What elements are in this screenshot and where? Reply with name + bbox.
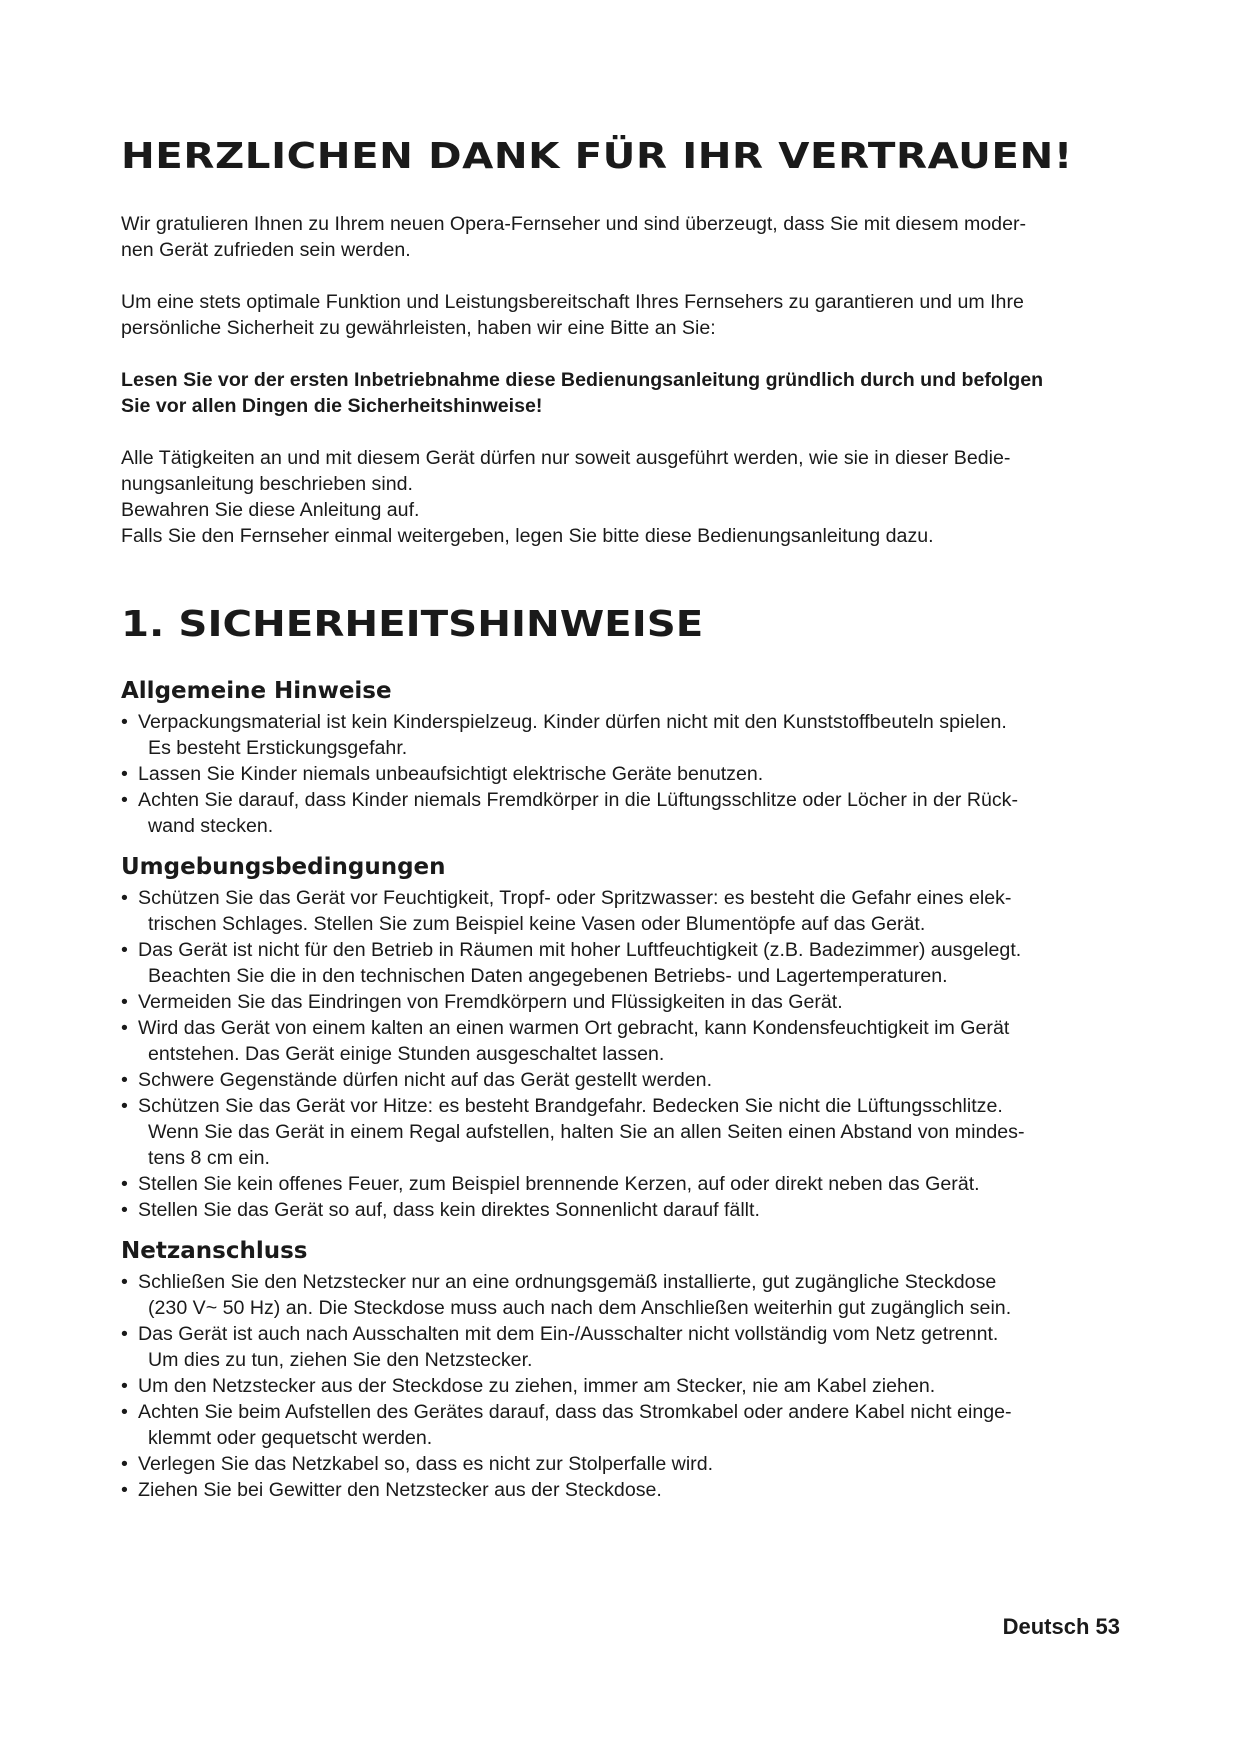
list-item (121, 937, 1126, 989)
list-item (121, 1067, 1126, 1093)
list-item (121, 709, 1126, 761)
text-line: Um eine stets optimale Funktion und Leistungsbereitschaft Ihres Fernsehers zu garantieren und um Ihre (121, 291, 1024, 313)
intro-paragraph-1 (121, 211, 1126, 263)
list-item (121, 1269, 1126, 1321)
text-line: Um den Netzstecker aus der Steckdose zu ziehen, immer am Stecker, nie am Kabel ziehen. (138, 1375, 936, 1397)
page-title: HERZLICHEN DANK FÜR IHR VERTRAUEN! (121, 136, 1073, 177)
document-page (121, 137, 1126, 1503)
text-line: entstehen. Das Gerät einige Stunden ausgeschaltet lassen. (148, 1043, 665, 1065)
text-line: Wenn Sie das Gerät in einem Regal aufstellen, halten Sie an allen Seiten einen Abstand von mindes- (148, 1121, 1025, 1143)
text-line: Stellen Sie kein offenes Feuer, zum Beispiel brennende Kerzen, auf oder direkt neben das Gerät. (138, 1173, 980, 1195)
list-item (121, 1171, 1126, 1197)
list-item (121, 1477, 1126, 1503)
text-line: Verlegen Sie das Netzkabel so, dass es nicht zur Stolperfalle wird. (138, 1453, 714, 1475)
text-line: wand stecken. (148, 815, 274, 837)
text-line: Verpackungsmaterial ist kein Kinderspielzeug. Kinder dürfen nicht mit den Kunststoffbeuteln spielen. (138, 711, 1007, 733)
text-line: Sie vor allen Dingen die Sicherheitshinweise! (121, 395, 543, 417)
text-line: Vermeiden Sie das Eindringen von Fremdkörpern und Flüssigkeiten in das Gerät. (138, 991, 843, 1013)
text-line: Beachten Sie die in den technischen Daten angegebenen Betriebs- und Lagertemperaturen. (148, 965, 948, 987)
list-item (121, 1373, 1126, 1399)
list-item (121, 1015, 1126, 1067)
list-item (121, 761, 1126, 787)
text-line: Achten Sie beim Aufstellen des Gerätes darauf, dass das Stromkabel oder andere Kabel nicht einge- (138, 1401, 1012, 1423)
list-item (121, 1399, 1126, 1451)
section-title: 1. SICHERHEITSHINWEISE (121, 604, 704, 645)
text-line: Falls Sie den Fernseher einmal weitergeben, legen Sie bitte diese Bedienungsanleitung dazu. (121, 525, 934, 547)
subsection-heading: Allgemeine Hinweise (121, 678, 392, 704)
text-line: persönliche Sicherheit zu gewährleisten, haben wir eine Bitte an Sie: (121, 317, 716, 339)
bullet-list (121, 709, 1126, 839)
text-line: (230 V~ 50 Hz) an. Die Steckdose muss auch nach dem Anschließen weiterhin gut zugänglich sein. (148, 1297, 1012, 1319)
list-item (121, 1321, 1126, 1373)
text-line: Es besteht Erstickungsgefahr. (148, 737, 408, 759)
list-item (121, 1093, 1126, 1171)
text-line: Wir gratulieren Ihnen zu Ihrem neuen Opera-Fernseher und sind überzeugt, dass Sie mit diesem moder- (121, 213, 1027, 235)
text-line: Ziehen Sie bei Gewitter den Netzstecker aus der Steckdose. (138, 1479, 662, 1501)
text-line: Lassen Sie Kinder niemals unbeaufsichtigt elektrische Geräte benutzen. (138, 763, 764, 785)
subsection-heading: Umgebungsbedingungen (121, 854, 446, 880)
text-line: Stellen Sie das Gerät so auf, dass kein direktes Sonnenlicht darauf fällt. (138, 1199, 760, 1221)
text-line: Schützen Sie das Gerät vor Feuchtigkeit, Tropf- oder Spritzwasser: es besteht die Gefahr eines elek- (138, 887, 1012, 909)
list-item (121, 885, 1126, 937)
bullet-list (121, 1269, 1126, 1503)
text-line: nen Gerät zufrieden sein werden. (121, 239, 411, 261)
text-line: tens 8 cm ein. (148, 1147, 270, 1169)
text-line: Achten Sie darauf, dass Kinder niemals Fremdkörper in die Lüftungsschlitze oder Löcher in der Rück- (138, 789, 1018, 811)
text-line: Das Gerät ist nicht für den Betrieb in Räumen mit hoher Luftfeuchtigkeit (z.B. Badezimmer) ausgelegt. (138, 939, 1022, 961)
list-item (121, 1197, 1126, 1223)
text-line: nungsanleitung beschrieben sind. (121, 473, 413, 495)
text-line: Lesen Sie vor der ersten Inbetriebnahme diese Bedienungsanleitung gründlich durch und befolgen (121, 369, 1044, 391)
text-line: trischen Schlages. Stellen Sie zum Beispiel keine Vasen oder Blumentöpfe auf das Gerät. (148, 913, 926, 935)
text-line: Wird das Gerät von einem kalten an einen warmen Ort gebracht, kann Kondensfeuchtigkeit im Gerät (138, 1017, 1010, 1039)
text-line: klemmt oder gequetscht werden. (148, 1427, 433, 1449)
page-number: Deutsch 53 (1002, 1614, 1120, 1639)
list-item (121, 787, 1126, 839)
text-line: Bewahren Sie diese Anleitung auf. (121, 499, 420, 521)
text-line: Alle Tätigkeiten an und mit diesem Gerät dürfen nur soweit ausgeführt werden, wie sie in dieser Bedie- (121, 447, 1011, 469)
intro-warning (121, 367, 1126, 419)
text-line: Das Gerät ist auch nach Ausschalten mit dem Ein-/Ausschalter nicht vollständig vom Netz getrennt. (138, 1323, 999, 1345)
intro-paragraph-2 (121, 289, 1126, 341)
text-line: Schützen Sie das Gerät vor Hitze: es besteht Brandgefahr. Bedecken Sie nicht die Lüftungsschlitze. (138, 1095, 1003, 1117)
subsection-heading: Netzanschluss (121, 1238, 308, 1264)
bullet-list (121, 885, 1126, 1223)
text-line: Schwere Gegenstände dürfen nicht auf das Gerät gestellt werden. (138, 1069, 713, 1091)
text-line: Um dies zu tun, ziehen Sie den Netzstecker. (148, 1349, 533, 1371)
list-item (121, 989, 1126, 1015)
text-line: Schließen Sie den Netzstecker nur an eine ordnungsgemäß installierte, gut zugängliche Steckdose (138, 1271, 997, 1293)
list-item (121, 1451, 1126, 1477)
intro-paragraph-4 (121, 445, 1126, 549)
